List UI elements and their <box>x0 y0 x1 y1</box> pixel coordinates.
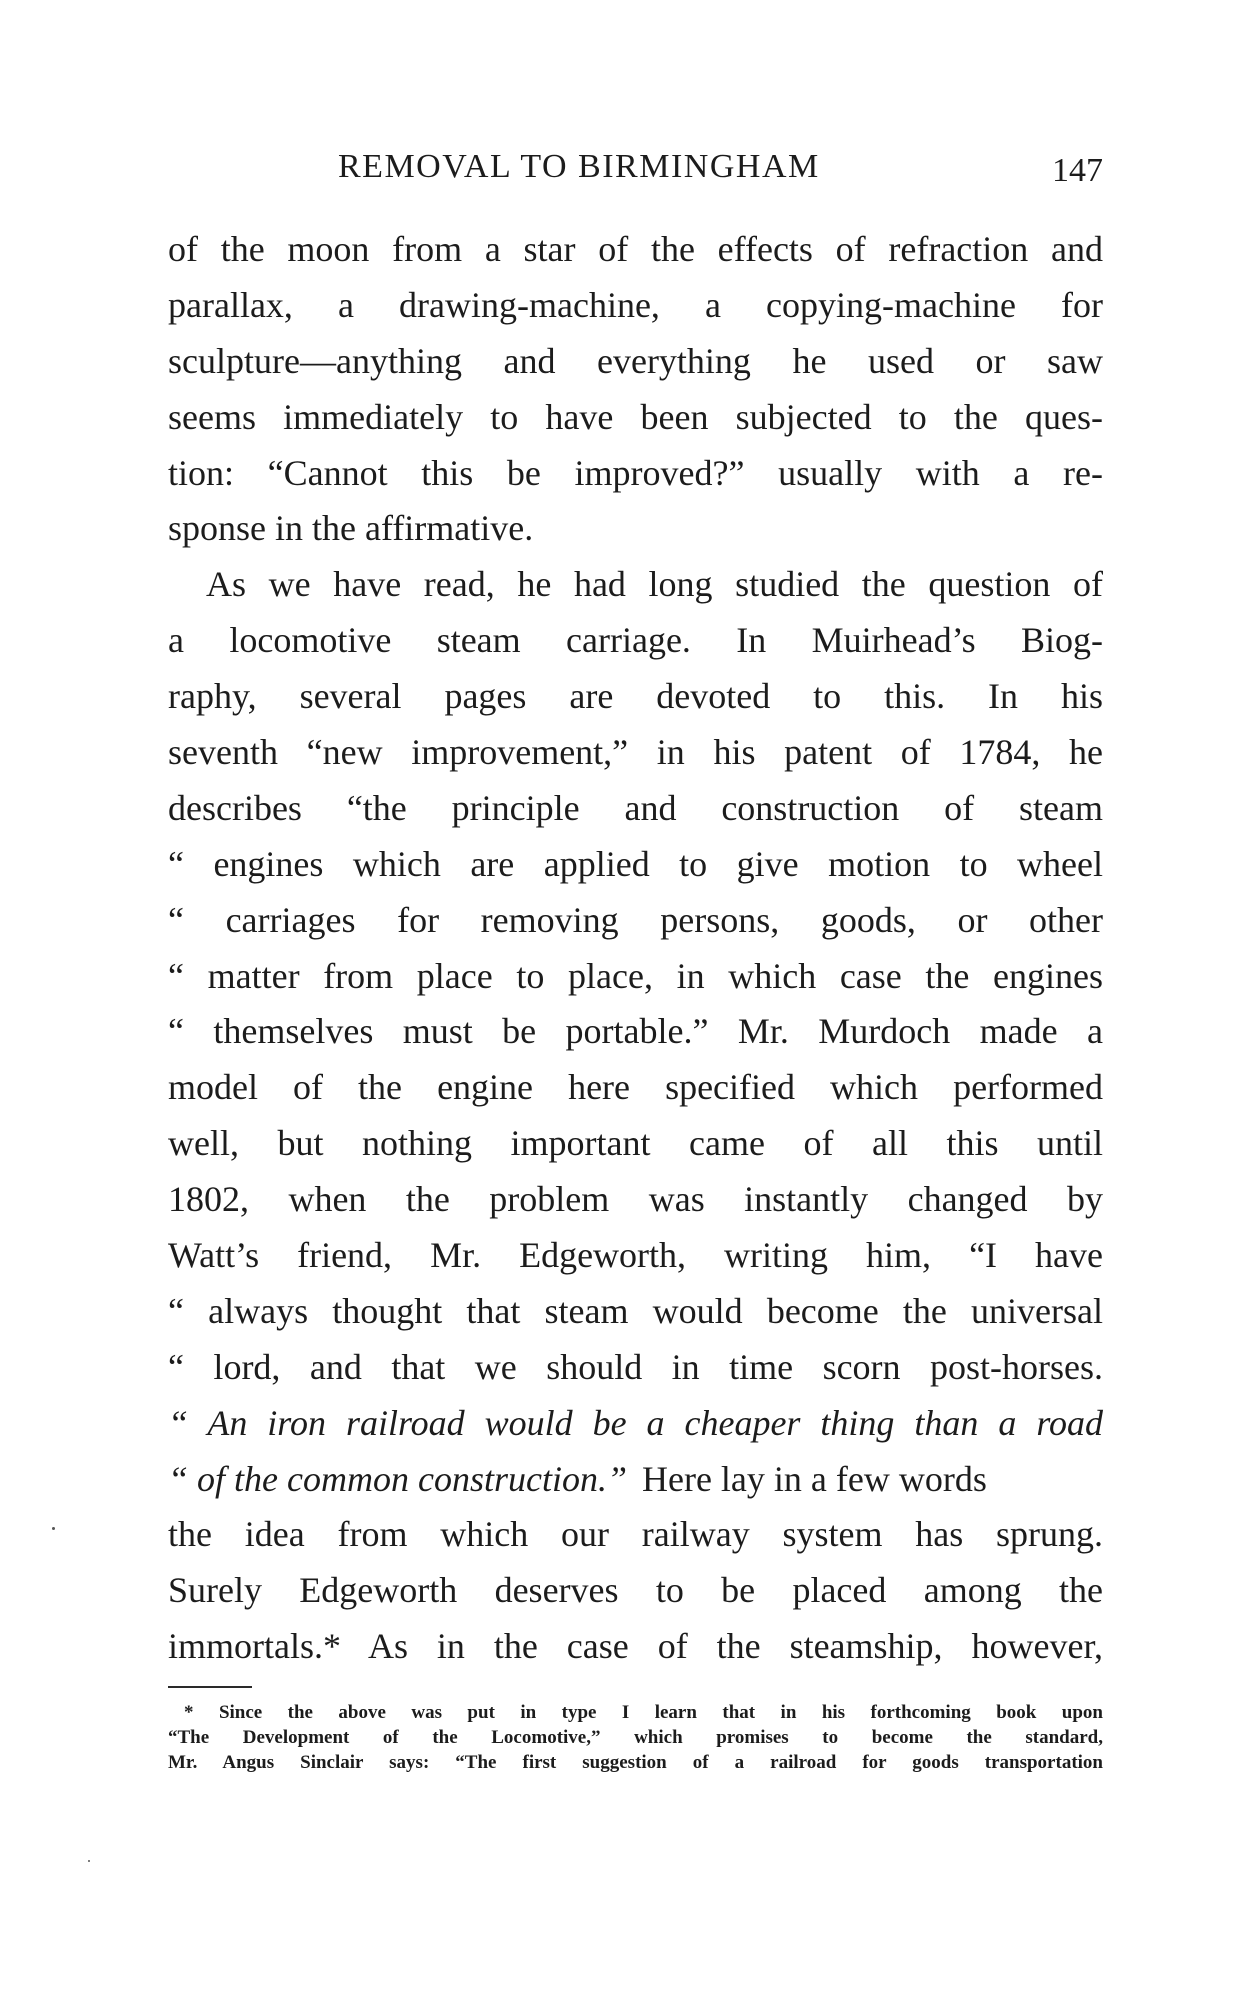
text-line: of the moon from a star of the effects of refraction and <box>168 229 1103 269</box>
body-text <box>168 222 1103 1675</box>
italic-quote-fragment: “ of the common construction.” <box>168 1458 627 1499</box>
scan-speck <box>52 1527 55 1530</box>
text-line: “ themselves must be portable.” Mr. Murdoch made a <box>168 1011 1103 1052</box>
text-line: tion: “Cannot this be improved?” usually with a re- <box>168 452 1103 493</box>
text-line: the idea from which our railway system has sprung. <box>168 1514 1103 1555</box>
text-line: a locomotive steam carriage. In Muirhead’s Biog- <box>168 620 1103 661</box>
text-line: well, but nothing important came of all this until <box>168 1123 1103 1164</box>
text-line: sculpture—anything and everything he used or saw <box>168 340 1103 381</box>
text-line: 1802, when the problem was instantly changed by <box>168 1179 1103 1220</box>
text-line: model of the engine here specified which performed <box>168 1067 1103 1108</box>
text-line: “ carriages for removing persons, goods, or other <box>168 899 1103 940</box>
text-line: Surely Edgeworth deserves to be placed among the <box>168 1570 1103 1611</box>
text-line: Watt’s friend, Mr. Edgeworth, writing him, “I have <box>168 1235 1103 1276</box>
italic-quote-line: “ An iron railroad would be a cheaper thing than a road <box>168 1402 1103 1443</box>
text-line: immortals.* As in the case of the steamship, however, <box>168 1626 1103 1667</box>
text-line: “ lord, and that we should in time scorn post-horses. <box>168 1346 1103 1387</box>
text-line: raphy, several pages are devoted to this. In his <box>168 676 1103 717</box>
running-head <box>168 148 1103 192</box>
footnote-line: * Since the above was put in type I learn that in his forthcoming book upon <box>184 1702 1103 1723</box>
mixed-quote-line <box>168 1452 1103 1508</box>
text-line: sponse in the affirmative. <box>168 508 534 549</box>
text-line: describes “the principle and construction of steam <box>168 787 1103 828</box>
footnote-line: “The Development of the Locomotive,” which promises to become the standard, <box>168 1727 1103 1748</box>
text-line: “ always thought that steam would become the universal <box>168 1290 1103 1331</box>
footnote-divider <box>168 1686 252 1688</box>
text-line: seventh “new improvement,” in his patent of 1784, he <box>168 732 1103 773</box>
text-fragment: Here lay in a few words <box>632 1458 987 1499</box>
footnote <box>168 1700 1103 1775</box>
page-number: 147 <box>1052 152 1103 189</box>
text-line: seems immediately to have been subjected to the ques- <box>168 396 1103 437</box>
running-title: REMOVAL TO BIRMINGHAM <box>338 148 820 185</box>
footnote-line: Mr. Angus Sinclair says: “The first suggestion of a railroad for goods transportation <box>168 1752 1103 1773</box>
text-line: “ engines which are applied to give motion to wheel <box>168 843 1103 884</box>
scan-speck <box>88 1860 90 1862</box>
paragraph-start-line: As we have read, he had long studied the question of <box>206 564 1103 605</box>
text-line: parallax, a drawing-machine, a copying-machine for <box>168 284 1103 325</box>
text-line: “ matter from place to place, in which case the engines <box>168 955 1103 996</box>
